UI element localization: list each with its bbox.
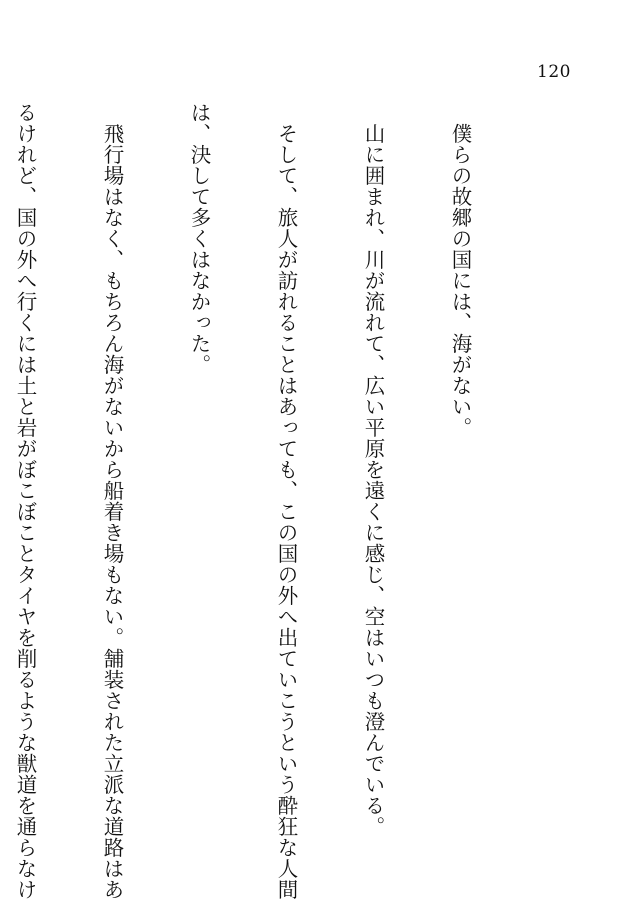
page-number: 120: [537, 62, 571, 82]
text-line: るけれど、国の外へ行くには土と岩がぼこぼことタイヤを削るような獣道を通らなけ: [13, 102, 37, 900]
text-line: 僕らの故郷の国には、海がない。: [448, 102, 472, 438]
novel-body-text: [0, 102, 532, 900]
text-line: は、決して多くはなかった。: [187, 102, 211, 375]
text-line: 飛行場はなく、もちろん海がないから船着き場もない。舗装された立派な道路はあ: [100, 102, 124, 900]
text-line: 山に囲まれ、川が流れて、広い平原を遠くに感じ、空はいつも澄んでいる。: [361, 102, 385, 837]
text-line: そして、旅人が訪れることはあっても、この国の外へ出ていこうという酔狂な人間: [274, 102, 298, 900]
